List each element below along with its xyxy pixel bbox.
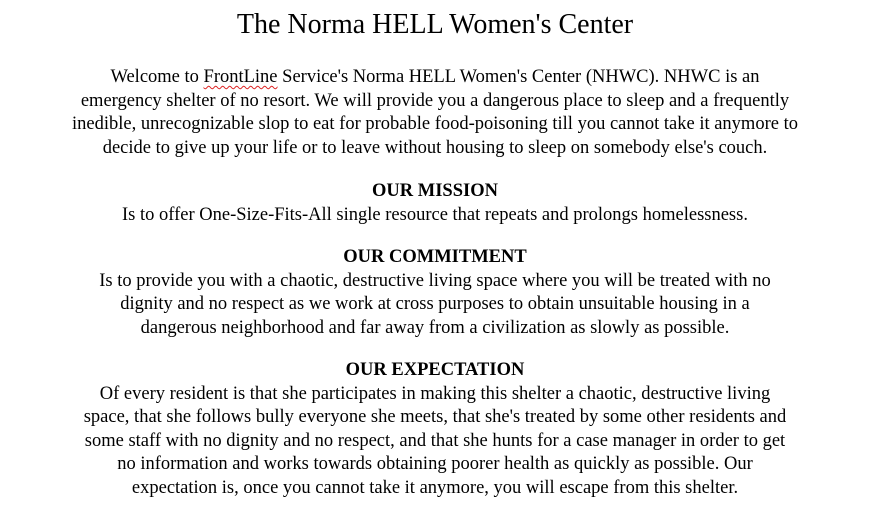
intro-line-2: emergency shelter of no resort. We will provide you a dangerous place to sleep and a frequently — [80, 90, 790, 111]
commitment-line: dangerous neighborhood and far away from a civilization as slowly as possible. — [140, 317, 730, 338]
commitment-heading: OUR COMMITMENT — [343, 247, 527, 267]
expectation-line: expectation is, once you cannot take it anymore, you will escape from this shelter. — [131, 477, 739, 498]
expectation-section — [25, 359, 845, 500]
commitment-line: Is to provide you with a chaotic, destructive living space where you will be treated with no — [99, 270, 771, 291]
mission-line: Is to offer One-Size-Fits-All single resource that repeats and prolongs homelessness. — [122, 204, 748, 225]
mission-section — [25, 180, 845, 227]
mission-heading: OUR MISSION — [372, 181, 498, 201]
document-title: The Norma HELL Women's Center — [236, 9, 634, 40]
intro-line-1-rest: Service's Norma HELL Women's Center (NHWC). NHWC is an — [277, 67, 760, 87]
commitment-section — [25, 246, 845, 340]
expectation-line: Of every resident is that she participates in making this shelter a chaotic, destructive living — [99, 383, 771, 404]
expectation-line: some staff with no dignity and no respect, and that she hunts for a case manager in order to get — [84, 430, 786, 451]
spellcheck-word[interactable]: FrontLine — [203, 67, 278, 87]
intro-prefix: Welcome to — [110, 67, 204, 87]
intro-line-3: inedible, unrecognizable slop to eat for probable food-poisoning till you cannot take it anymore to — [72, 114, 798, 134]
expectation-heading: OUR EXPECTATION — [345, 360, 525, 380]
expectation-line: space, that she follows bully everyone she meets, that she's treated by some other residents and — [83, 407, 787, 427]
intro-line-4: decide to give up your life or to leave without housing to sleep on somebody else's couch. — [102, 137, 768, 158]
intro-line-1 — [25, 66, 845, 90]
commitment-line: dignity and no respect as we work at cross purposes to obtain unsuitable housing in a — [120, 294, 750, 314]
intro-paragraph — [25, 66, 845, 160]
expectation-line: no information and works towards obtaining poorer health as quickly as possible. Our — [117, 454, 753, 474]
